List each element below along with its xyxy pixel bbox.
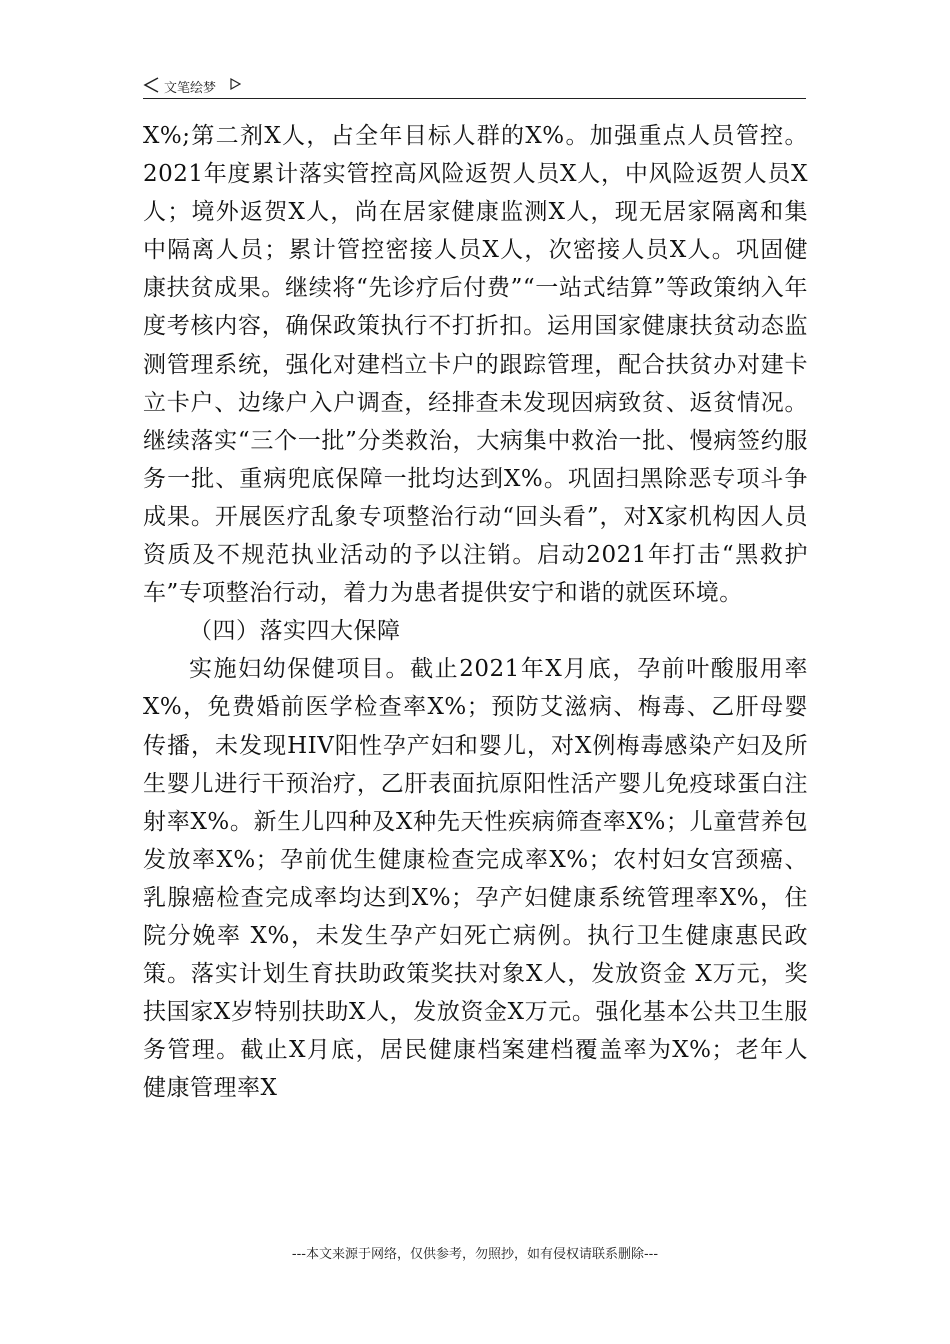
body-paragraph: X%;第二剂X人，占全年目标人群的X%。加强重点人员管控。2021年度累计落实管控高风险返贺人员X人，中风险返贺人员X人；境外返贺X人，尚在居家健康监测X人，现无居家隔离和集中隔离人员；累计管控密接人员X人，次密接人员X人。巩固健康扶贫成果。继续将“先诊疗后付费”“一站式结算”等政策纳入年度考核内容，确保政策执行不打折扣。运用国家健康扶贫动态监测管理系统，强化对建档立卡户的跟踪管理，配合扶贫办对建卡立卡户、边缘户入户调查，经排查未发现因病致贫、返贫情况。继续落实“三个一批”分类救治，大病集中救治一批、慢病签约服务一批、重病兜底保障一批均达到X%。巩固扫黑除恶专项斗争成果。开展医疗乱象专项整治行动“回头看”，对X家机构因人员资质及不规范执业活动的予以注销。启动2021年打击“黑救护车”专项整治行动，着力为患者提供安宁和谐的就医环境。 bbox=[143, 123, 808, 607]
document-body bbox=[143, 117, 808, 1107]
left-triangle-icon bbox=[143, 76, 161, 94]
footer-disclaimer: ---本文来源于网络，仅供参考，勿照抄，如有侵权请联系删除--- bbox=[291, 1247, 659, 1262]
body-paragraph: 实施妇幼保健项目。截止2021年X月底，孕前叶酸服用率X%，免费婚前医学检查率X%；预防艾滋病、梅毒、乙肝母婴传播，未发现HIV阳性孕产妇和婴儿，对X例梅毒感染产妇及所生婴儿进行干预治疗，乙肝表面抗原阳性活产婴儿免疫球蛋白注射率X%。新生儿四种及X种先天性疾病筛查率X%；儿童营养包发放率X%；孕前优生健康检查完成率X%；农村妇女宫颈癌、乳腺癌检查完成率均达到X%；孕产妇健康系统管理率X%，住院分娩率 X%，未发生孕产妇死亡病例。执行卫生健康惠民政策。落实计划生育扶助政策奖扶对象X人，发放资金 X万元，奖扶国家X岁特别扶助X人，发放资金X万元。强化基本公共卫生服务管理。截止X月底，居民健康档案建档覆盖率为X%；老年人健康管理率X bbox=[143, 656, 808, 1102]
right-triangle-icon bbox=[229, 78, 241, 90]
section-heading: （四）落实四大保障 bbox=[189, 618, 401, 645]
page-header bbox=[143, 74, 806, 99]
header-title: 文笔绘梦 bbox=[164, 81, 217, 96]
